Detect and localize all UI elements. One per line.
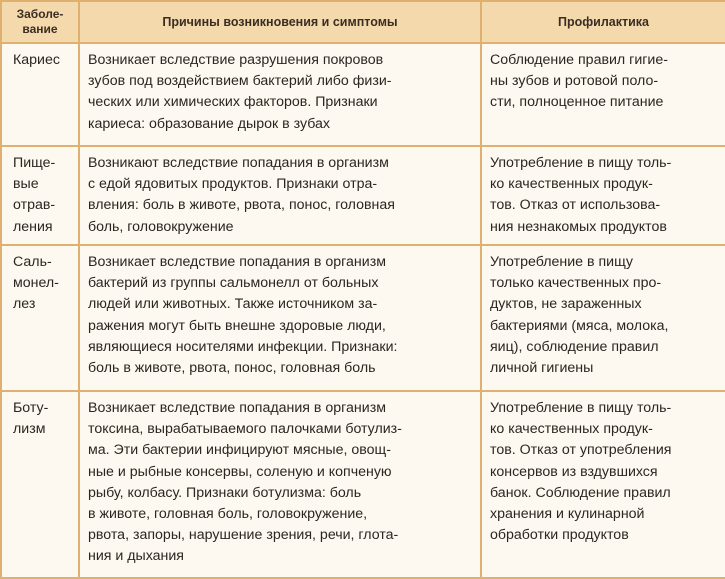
- causes-cell: [79, 245, 481, 391]
- prevention-line: яиц), соблюдение правил: [490, 338, 659, 355]
- header-disease-line: вание: [22, 22, 58, 36]
- causes-line: Возникает вследствие попадания в организм: [88, 254, 386, 270]
- causes-line: ния и дыхания: [88, 548, 184, 565]
- causes-line: в животе, головная боль, головокружение,: [88, 506, 368, 523]
- table-row: [1, 391, 725, 578]
- prevention-line: банок. Соблюдение правил: [490, 484, 671, 501]
- prevention-line: Соблюдение правил гигие-: [490, 52, 668, 68]
- disease-name-line: Саль-: [13, 254, 52, 270]
- causes-line: ческих или химических факторов. Признаки: [88, 94, 378, 111]
- prevention-line: только качественных про-: [490, 275, 662, 292]
- prevention-line: тов. Отказ от использова-: [490, 197, 661, 214]
- causes-line: боль в животе, рвота, понос, головная боль: [88, 360, 376, 377]
- prevention-line: ны зубов и ротовой поло-: [490, 73, 659, 90]
- causes-line: рыбу, колбасу. Признаки ботулизма: боль: [88, 484, 362, 501]
- disease-name-line: ления: [13, 218, 53, 235]
- prevention-cell: [481, 43, 725, 146]
- disease-name-line: Боту-: [13, 400, 49, 416]
- causes-line: ма. Эти бактерии инфицируют мясные, овощ-: [88, 442, 391, 459]
- disease-name-cell: [1, 43, 79, 146]
- causes-line: Возникают вследствие попадания в организм: [88, 155, 389, 171]
- table-row: [1, 43, 725, 146]
- disease-name-line: вые: [13, 176, 39, 193]
- disease-name-cell: [1, 146, 79, 245]
- disease-name-cell: [1, 391, 79, 578]
- disease-name-cell: [1, 245, 79, 391]
- prevention-line: личной гигиены: [490, 360, 594, 377]
- causes-line: ражения могут быть внешне здоровые люди,: [88, 317, 386, 334]
- prevention-line: Употребление в пищу: [490, 254, 634, 270]
- prevention-line: Употребление в пищу толь-: [490, 400, 672, 416]
- prevention-line: консервов из вздувшихся: [490, 463, 658, 480]
- prevention-line: дуктов, не зараженных: [490, 296, 642, 313]
- causes-line: являющиеся носителями инфекции. Признаки:: [88, 338, 398, 355]
- header-row: [1, 1, 725, 43]
- header-causes: Причины возникновения и симптомы: [79, 1, 481, 43]
- causes-line: токсина, вырабатываемого палочками ботулиз-: [88, 421, 402, 438]
- causes-line: рвота, запоры, нарушение зрения, речи, глота-: [88, 527, 399, 544]
- disease-name-line: отрав-: [13, 197, 56, 214]
- causes-line: вления: боль в животе, рвота, понос, головная: [88, 197, 395, 214]
- causes-line: Возникает вследствие попадания в организм: [88, 400, 386, 416]
- prevention-line: ния незнакомых продуктов: [490, 218, 667, 235]
- prevention-cell: [481, 391, 725, 578]
- prevention-cell: [481, 146, 725, 245]
- disease-name-line: Пище-: [13, 155, 56, 171]
- prevention-line: сти, полноценное питание: [490, 94, 664, 111]
- prevention-line: обработки продуктов: [490, 527, 629, 544]
- prevention-cell: [481, 245, 725, 391]
- causes-line: зубов под воздействием бактерий либо физи-: [88, 73, 392, 90]
- prevention-line: бактериями (мяса, молока,: [490, 317, 669, 334]
- prevention-line: ко качественных продук-: [490, 421, 653, 438]
- prevention-line: ко качественных продук-: [490, 176, 653, 193]
- causes-line: бактерий из группы сальмонелл от больных: [88, 275, 379, 292]
- disease-name-line: монел-: [13, 275, 59, 292]
- causes-cell: [79, 391, 481, 578]
- header-disease: [1, 1, 79, 43]
- header-prevention: Профилактика: [481, 1, 725, 43]
- disease-name-line: Кариес: [13, 52, 60, 68]
- causes-line: с едой ядовитых продуктов. Признаки отра-: [88, 176, 378, 193]
- causes-cell: [79, 146, 481, 245]
- table-row: [1, 245, 725, 391]
- causes-line: Возникает вследствие разрушения покровов: [88, 52, 384, 68]
- disease-name-line: лез: [13, 296, 36, 313]
- causes-line: боль, головокружение: [88, 218, 234, 235]
- disease-name-line: лизм: [13, 421, 46, 438]
- causes-line: ные и рыбные консервы, соленую и копченую: [88, 463, 392, 480]
- prevention-line: тов. Отказ от употребления: [490, 442, 672, 459]
- causes-line: людей или животных. Также источником за-: [88, 296, 378, 313]
- causes-line: кариеса: образование дырок в зубах: [88, 115, 330, 132]
- header-disease-line: Заболе-: [16, 7, 64, 21]
- prevention-line: Употребление в пищу толь-: [490, 155, 672, 171]
- causes-cell: [79, 43, 481, 146]
- table-row: [1, 146, 725, 245]
- prevention-line: хранения и кулинарной: [490, 506, 645, 523]
